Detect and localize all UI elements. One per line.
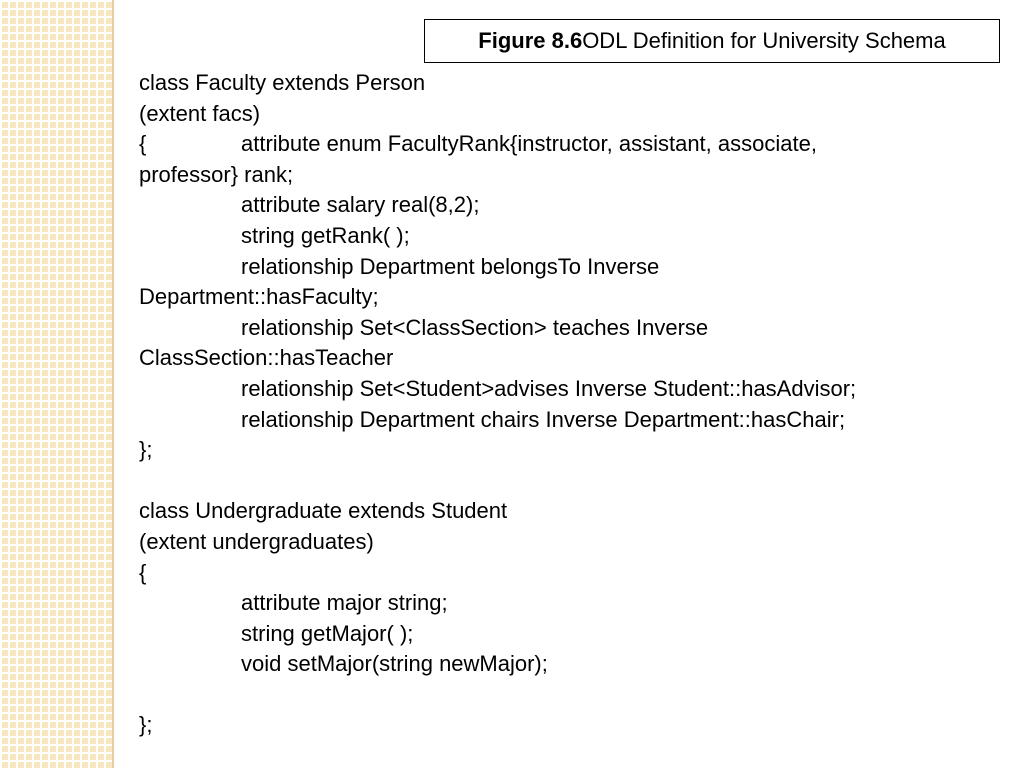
figure-caption: ODL Definition for University Schema: [582, 28, 946, 53]
code-line: (extent facs): [139, 100, 261, 126]
code-line: attribute major string;: [241, 590, 448, 616]
open-brace: {: [139, 131, 147, 157]
code-line: [139, 129, 1009, 160]
decorative-sidebar: [0, 0, 113, 768]
code-line: };: [139, 437, 153, 463]
blank-line: [139, 466, 1009, 497]
code-line: Department::hasFaculty;: [139, 284, 379, 310]
code-line: string getMajor( );: [241, 620, 414, 646]
code-line: {: [139, 559, 147, 585]
code-line: relationship Department chairs Inverse Department::hasChair;: [241, 406, 846, 432]
blank-line: [139, 680, 1009, 711]
odl-code-block: [139, 68, 1009, 741]
code-line: void setMajor(string newMajor);: [241, 651, 548, 677]
figure-label: Figure 8.6: [478, 28, 583, 53]
code-line: relationship Set<Student>advises Inverse Student::hasAdvisor;: [241, 375, 857, 401]
code-line: class Faculty extends Person: [139, 70, 426, 95]
code-line: class Undergraduate extends Student: [139, 498, 508, 524]
code-line: relationship Department belongsTo Inverse: [241, 253, 660, 279]
code-text: attribute enum FacultyRank{instructor, assistant, associate,: [241, 131, 817, 157]
code-line: string getRank( );: [241, 222, 410, 248]
code-line: relationship Set<ClassSection> teaches Inverse: [241, 314, 709, 340]
figure-title-box: [424, 19, 1000, 63]
code-line: attribute salary real(8,2);: [241, 192, 480, 218]
sidebar-divider: [112, 0, 114, 768]
code-line: ClassSection::hasTeacher: [139, 345, 394, 371]
code-line: (extent undergraduates): [139, 528, 374, 554]
code-line: };: [139, 712, 153, 738]
code-line: professor} rank;: [139, 161, 294, 187]
